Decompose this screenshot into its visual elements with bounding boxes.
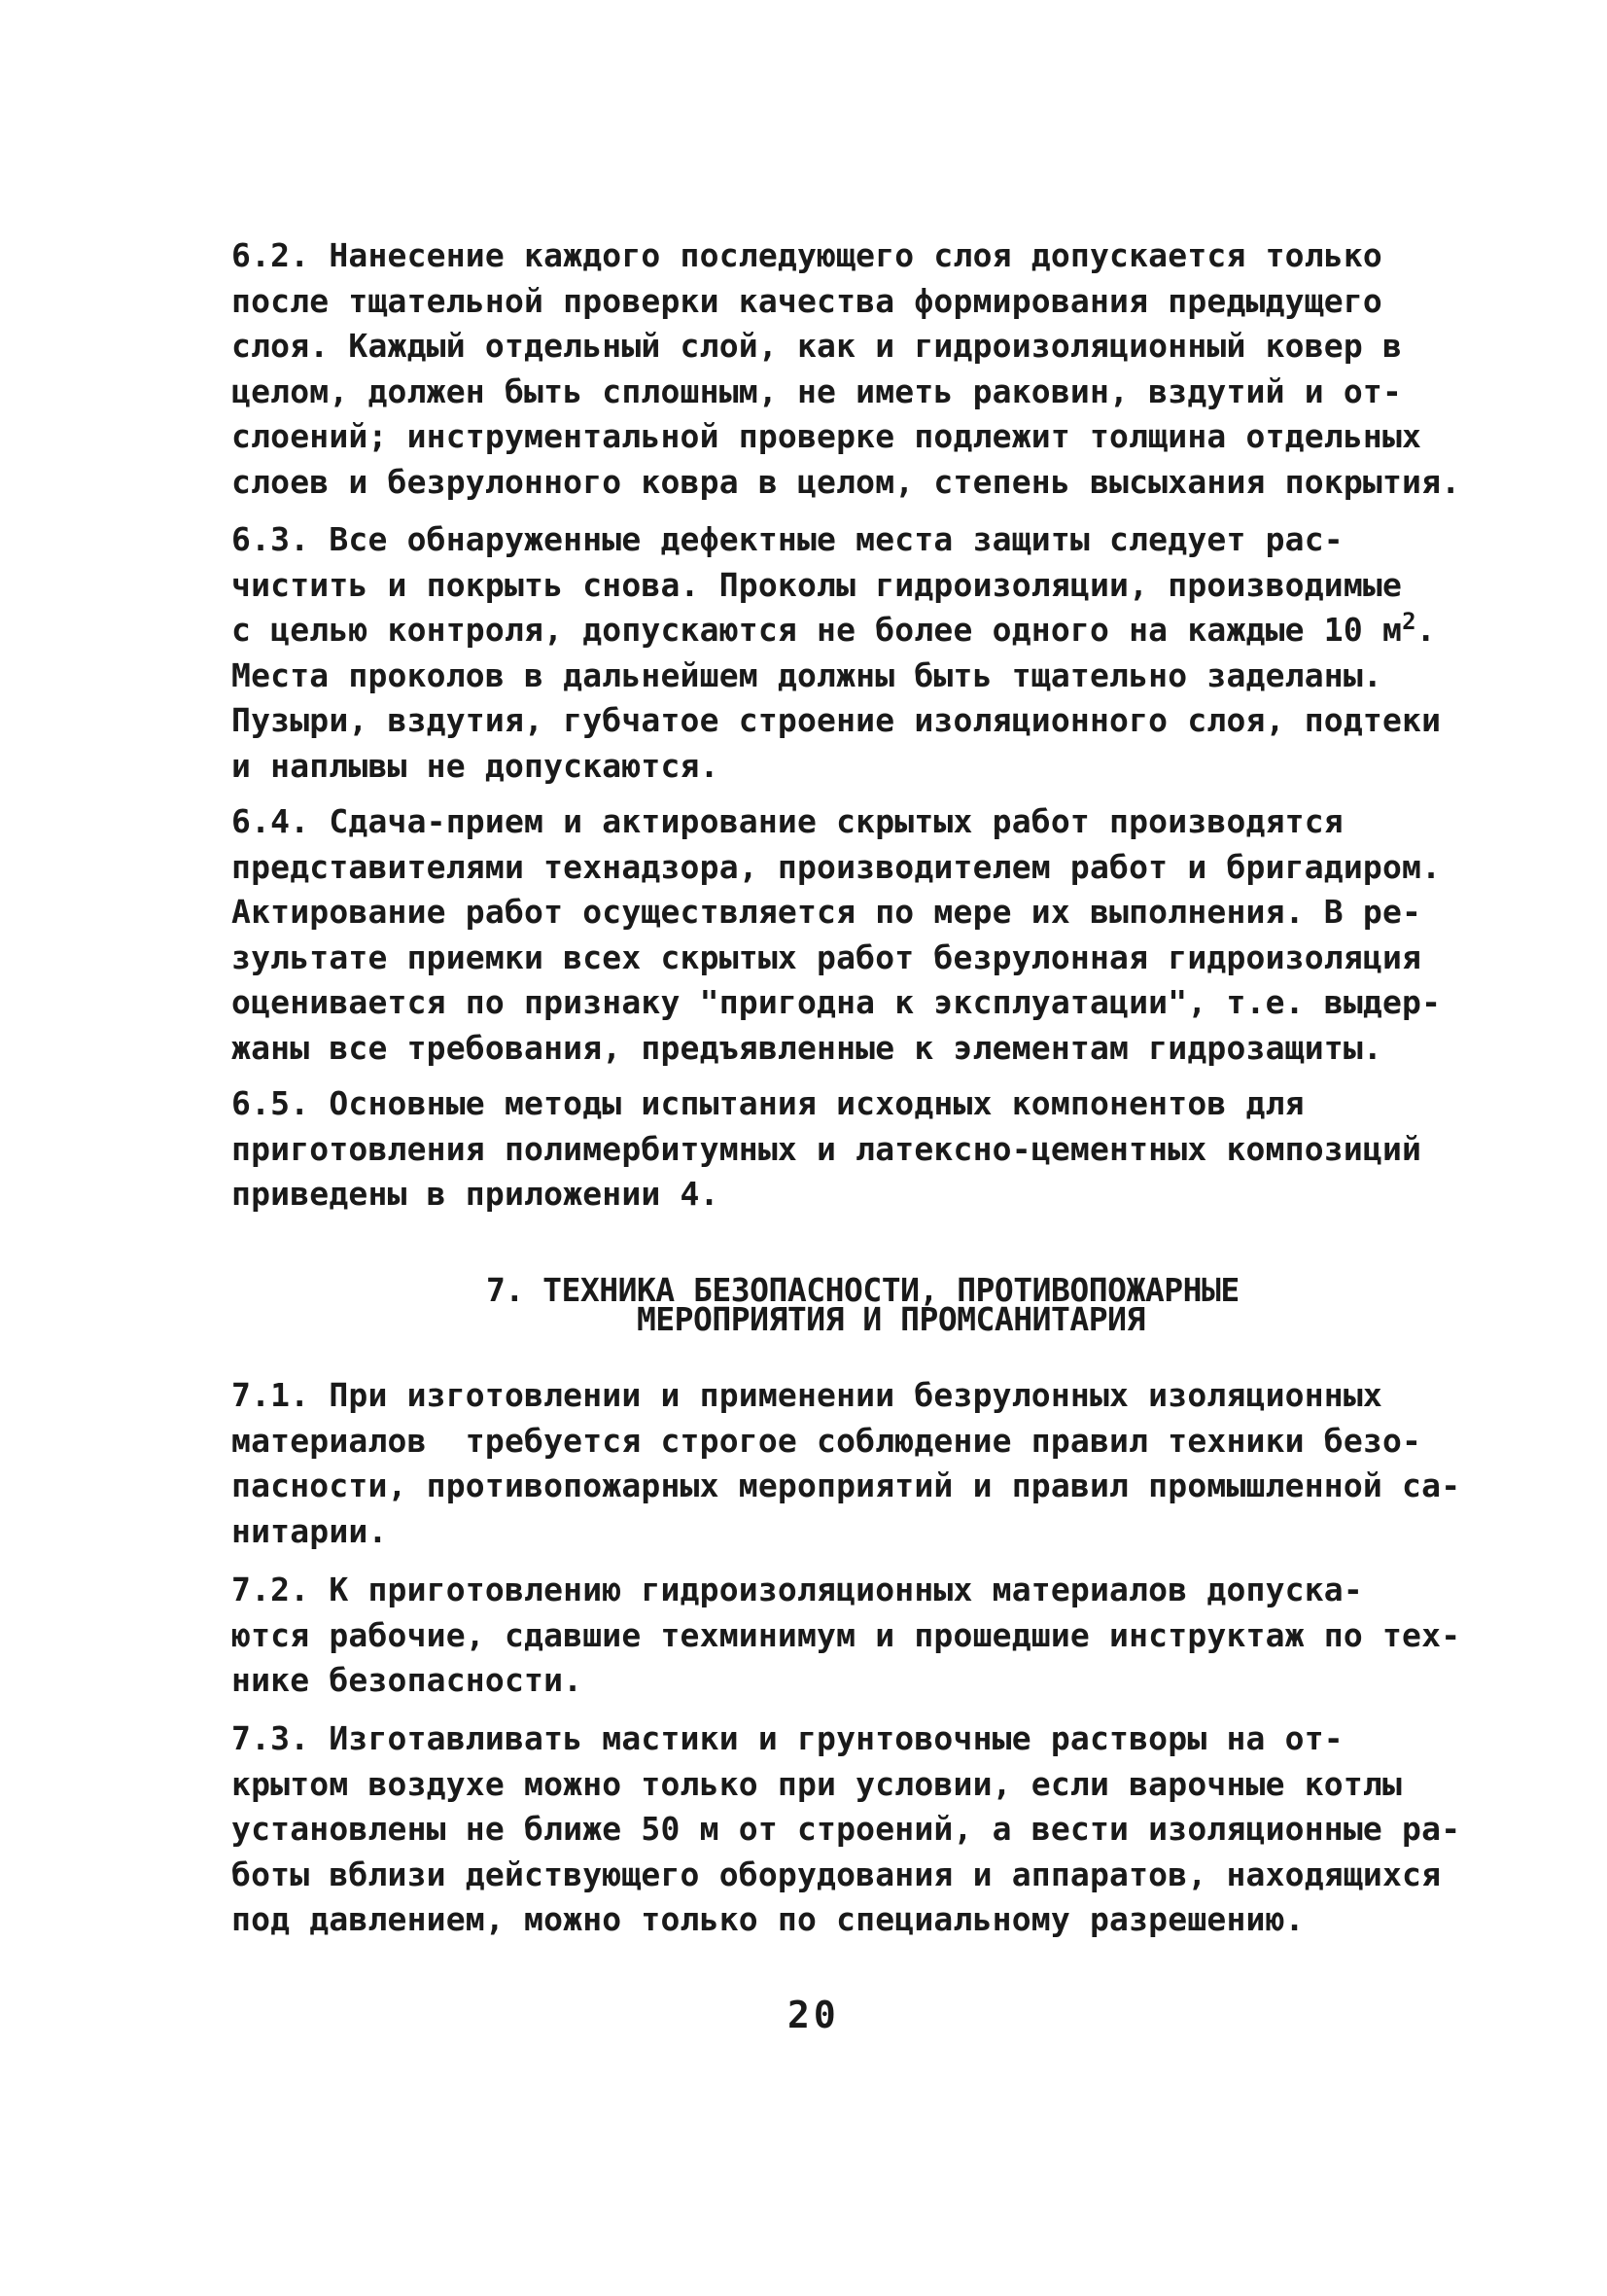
paragraph-6-2: 6.2. Нанесение каждого последующего слоя допускается только после тщательной проверки качества формирования предыдущего слоя. Каждый отдельный слой, как и гидроизоляционный ковер в целом, должен быть сплошным, не иметь раковин, вздутий и от- слоений; инструментальной проверке подлежит толщина отдельных слоев и безрулонного ковра в целом, степень высыхания покрытия. [231, 236, 1461, 501]
paragraph-6-3 [231, 517, 1442, 789]
paragraph-6-3-text-a: 6.3. Все обнаруженные дефектные места защиты следует рас- чистить и покрыть снова. Проколы гидроизоляции, производимые с целью контроля, допускаются не более одного на каждые 10 м [231, 520, 1403, 649]
superscript-square: 2 [1402, 608, 1416, 635]
paragraph-6-3-text-b: . Места проколов в дальнейшем должны быть тщательно заделаны. Пузыри, вздутия, губчатое строение изоляционного слоя, подтеки и наплывы не допускаются. [231, 611, 1442, 785]
section-7-heading: 7. ТЕХНИКА БЕЗОПАСНОСТИ, ПРОТИВОПОЖАРНЫЕ МЕРОПРИЯТИЯ И ПРОМСАНИТАРИЯ [486, 1271, 1240, 1338]
paragraph-7-1: 7.1. При изготовлении и применении безрулонных изоляционных материалов требуется строгое соблюдение правил техники безо- пасности, противопожарных мероприятий и правил промышленной са- нитарии. [231, 1376, 1461, 1550]
paragraph-7-2: 7.2. К приготовлению гидроизоляционных материалов допуска- ются рабочие, сдавшие техминимум и прошедшие инструктаж по тех- нике безопасности. [231, 1571, 1461, 1699]
paragraph-6-5: 6.5. Основные методы испытания исходных компонентов для приготовления полимербитумных и латексно-цементных композиций приведены в приложении 4. [231, 1084, 1422, 1213]
page-number: 20 [787, 1994, 840, 2036]
paragraph-6-4: 6.4. Сдача-прием и актирование скрытых работ производятся представителями технадзора, производителем работ и бригадиром. Актирование работ осуществляется по мере их выполнения. В ре- зультате приемки всех скрытых работ безрулонная гидроизоляция оценивается по признаку "пригодна к эксплуатации", т.е. выдер- жаны все требования, предъявленные к элементам гидрозащиты. [231, 802, 1442, 1067]
paragraph-7-3: 7.3. Изготавливать мастики и грунтовочные растворы на от- крытом воздухе можно только при условии, если варочные котлы установлены не ближе 50 м от строений, а вести изоляционные ра- боты вблизи действующего оборудования и аппаратов, находящихся под давлением, можно только по специальному разрешению. [231, 1719, 1461, 1938]
